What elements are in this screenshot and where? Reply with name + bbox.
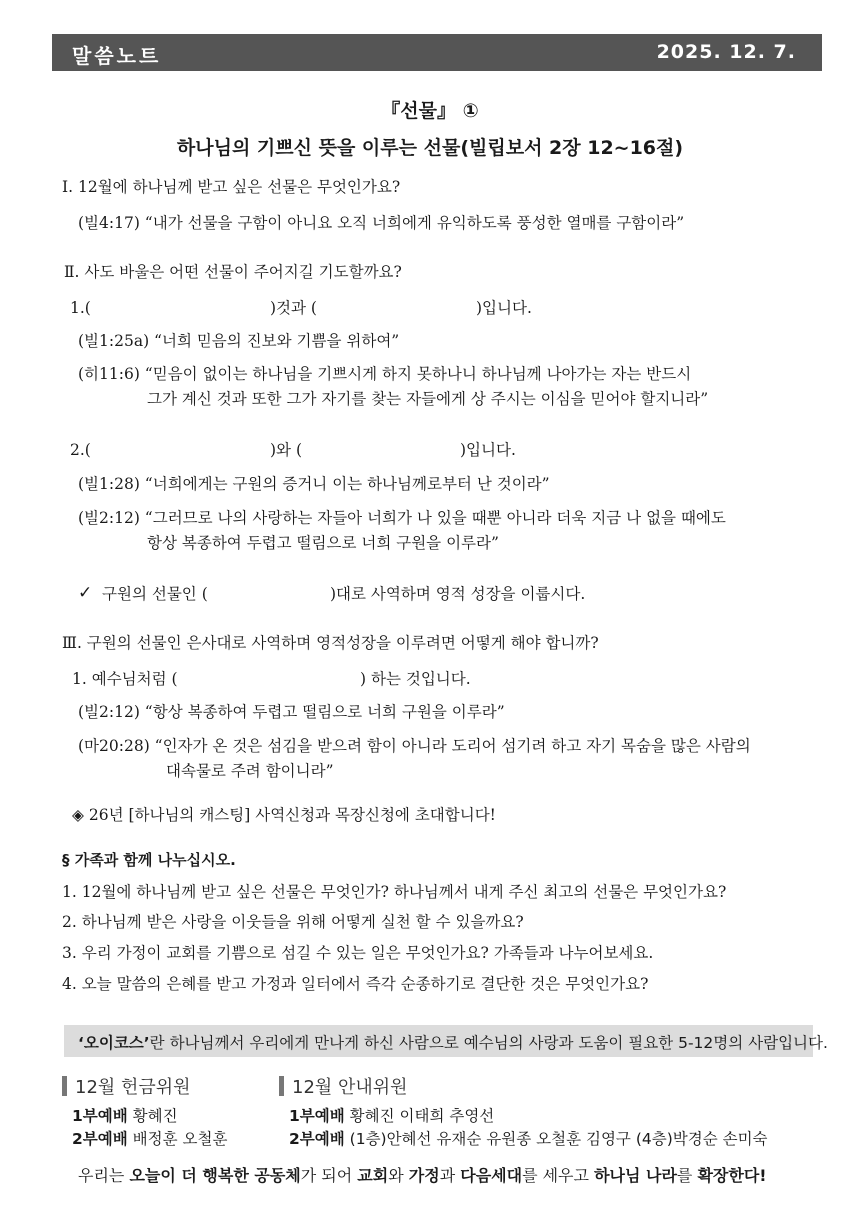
section-3-verse-1: (빌2:12) “항상 복종하여 두렵고 떨림으로 너희 구원을 이루라” [78,703,505,721]
motto-highlight: 가정 [408,1166,440,1185]
section-3-verse-2b: 대속물로 주려 함이니라” [166,762,334,780]
motto-highlight: 다음세대 [460,1166,523,1185]
section-marker-bar [62,1076,67,1096]
guide-service-1 [289,1106,494,1126]
section-2-verse-2b: 그가 계신 것과 또한 그가 자기를 찾는 자들에게 상 주시는 이심을 믿어야 할지니라” [147,390,709,408]
section-marker-bar [279,1076,284,1096]
section-2-verse-2a: (히11:6) “믿음이 없이는 하나님을 기쁘시게 하지 못하나니 하나님께 나아가는 자는 반드시 [78,365,692,383]
offering-service-2-label: 2부예배 [72,1130,128,1148]
section-2-q1-mid: )것과 ( [270,299,317,317]
oikos-banner [64,1025,828,1057]
section-3-q1-close: ) 하는 것입니다. [360,670,471,688]
motto-part: 우리는 [78,1166,130,1185]
motto-highlight: 교회 [357,1166,389,1185]
section-2-q2-open: 2.( [70,441,91,459]
section-2-q1-open: 1.( [70,299,91,317]
oikos-term: ‘오이코스’ [78,1034,150,1052]
section-2-verse-4a: (빌2:12) “그러므로 나의 사랑하는 자들아 너희가 나 있을 때뿐 아니라 더욱 지금 나 없을 때에도 [78,509,726,527]
section-2-q2-close: )입니다. [460,441,516,459]
header-bar [52,34,822,71]
offering-service-2 [72,1129,227,1149]
family-item-3: 3. 우리 가정이 교회를 기쁨으로 섬길 수 있는 일은 무엇인가요? 가족들과 나누어보세요. [62,944,654,962]
offering-committee-title: 12월 헌금위원 [75,1077,191,1098]
section-2-verse-1: (빌1:25a) “너희 믿음의 진보와 기쁨을 위하여” [78,332,400,350]
casting-notice: ◈ 26년 [하나님의 캐스팅] 사역신청과 목장신청에 초대합니다! [72,806,496,824]
offering-committee-heading [62,1073,191,1099]
offering-service-1-label: 1부예배 [72,1107,128,1125]
motto-part: 과 [439,1166,461,1185]
section-2-verse-3: (빌1:28) “너희에게는 구원의 증거니 이는 하나님께로부터 난 것이라” [78,475,550,493]
oikos-definition: 란 하나님께서 우리에게 만나게 하신 사람으로 예수님의 사랑과 도움이 필요한 5-12명의 사람입니다. [149,1034,828,1052]
guide-service-2 [289,1129,768,1149]
section-3-q1-open: 1. 예수님처럼 ( [72,670,178,688]
guide-service-1-label: 1부예배 [289,1107,345,1125]
check-icon: ✓ [78,583,93,603]
section-3-verse-2a: (마20:28) “인자가 온 것은 섬김을 받으려 함이 아니라 도리어 섬기려 하고 자기 목숨을 많은 사람의 [78,737,751,755]
guide-service-2-label: 2부예배 [289,1130,345,1148]
motto-part: 가 되어 [300,1166,358,1185]
offering-service-1 [72,1106,178,1126]
motto-part: 와 [388,1166,409,1185]
guide-committee-title: 12월 안내위원 [292,1077,408,1098]
section-1-verse: (빌4:17) “내가 선물을 구함이 아니요 오직 너희에게 유익하도록 풍성한 열매를 구함이라” [78,214,685,232]
motto-highlight: 확장한다! [697,1166,767,1185]
sermon-subtitle: 하나님의 기쁘신 뜻을 이루는 선물(빌립보서 2장 12~16절) [176,137,684,159]
section-1-heading: Ⅰ. 12월에 하나님께 받고 싶은 선물은 무엇인가요? [62,178,401,196]
church-motto [78,1166,767,1186]
section-2-q1-close: )입니다. [476,299,532,317]
motto-highlight: 하나님 나라 [594,1166,677,1185]
offering-service-2-names: 배정훈 오철훈 [132,1130,228,1148]
date-label: 2025. 12. 7. [656,41,796,63]
sermon-title: 『선물』 ① [381,100,479,122]
guide-committee-heading [279,1073,408,1099]
family-item-2: 2. 하나님께 받은 사랑을 이웃들을 위해 어떻게 실천 할 수 있을까요? [62,913,524,931]
oikos-text [78,1031,828,1053]
motto-part: 를 [676,1166,698,1185]
section-2-heading: Ⅱ. 사도 바울은 어떤 선물이 주어지길 기도할까요? [64,263,402,281]
section-3-heading: Ⅲ. 구원의 선물인 은사대로 사역하며 영적성장을 이루려면 어떻게 해야 합니까? [62,634,599,652]
guide-service-1-names: 황혜진 이태희 추영선 [349,1107,495,1125]
section-2-q2-mid: )와 ( [270,441,302,459]
offering-service-1-names: 황혜진 [132,1107,178,1125]
check-line-close: )대로 사역하며 영적 성장을 이룹시다. [330,585,586,603]
family-item-1: 1. 12월에 하나님께 받고 싶은 선물은 무엇인가? 하나님께서 내게 주신 최고의 선물은 무엇인가요? [62,883,727,901]
check-line-open: 구원의 선물인 ( [102,585,208,603]
guide-service-2-names: (1층)안혜선 유재순 유원종 오철훈 김영구 (4층)박경순 손미숙 [349,1130,768,1148]
motto-part: 를 세우고 [522,1166,595,1185]
section-2-verse-4b: 항상 복종하여 두렵고 떨림으로 너희 구원을 이루라” [147,534,499,552]
page-title: 말씀노트 [72,44,162,68]
family-item-4: 4. 오늘 말씀의 은혜를 받고 가정과 일터에서 즉각 순종하기로 결단한 것은 무엇인가요? [62,975,649,993]
family-heading: § 가족과 함께 나누십시오. [62,851,236,869]
motto-highlight: 오늘이 더 행복한 공동체 [129,1166,301,1185]
